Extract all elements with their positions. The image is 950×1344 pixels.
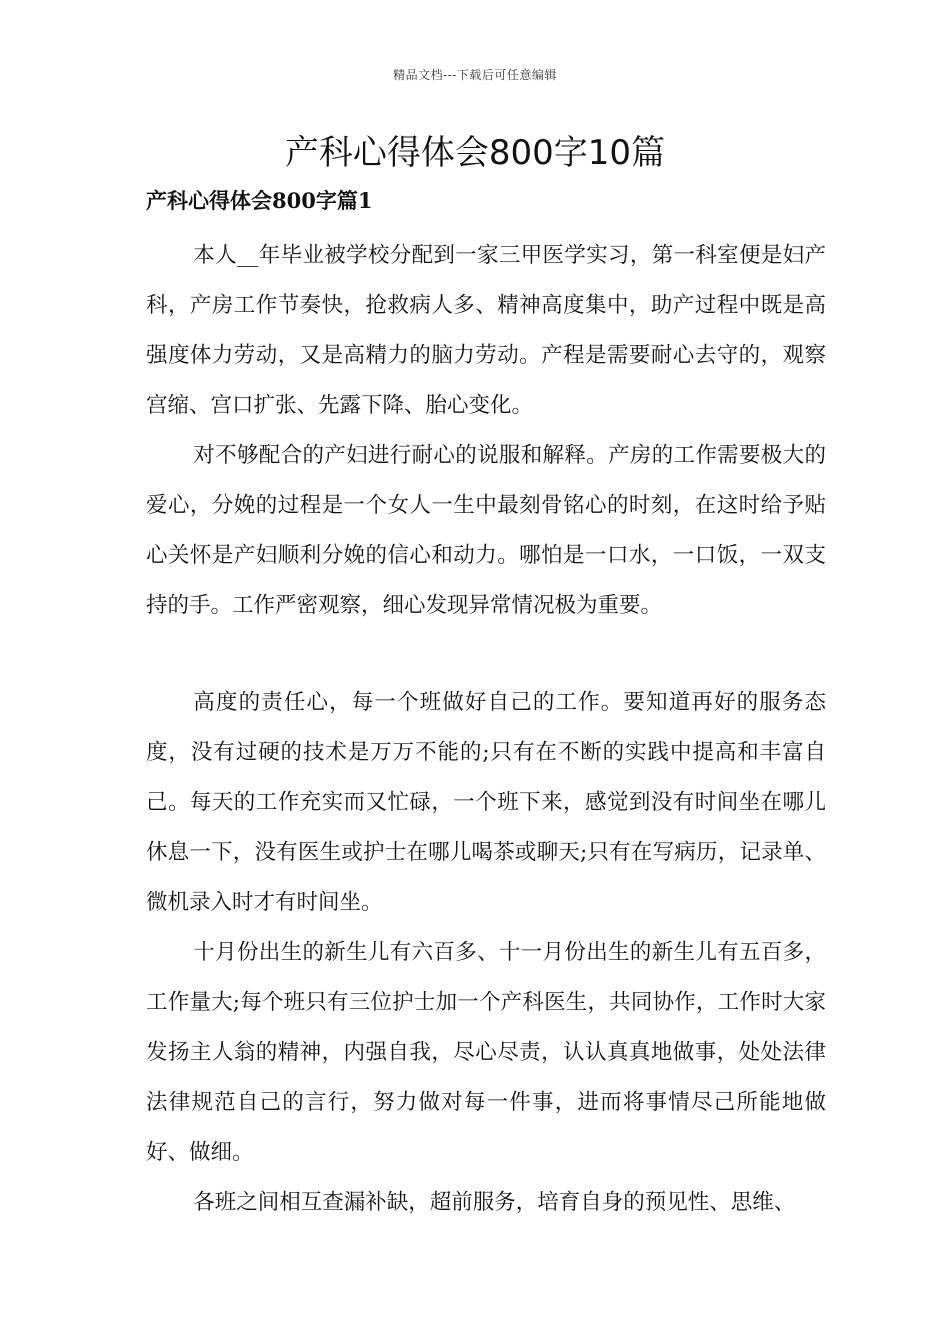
- header-note: 精品文档---下载后可任意编辑: [393, 68, 557, 82]
- paragraph-5: 各班之间相互查漏补缺，超前服务，培育自身的预见性、思维、: [193, 1190, 796, 1215]
- paragraph-3: 高度的责任心，每一个班做好自己的工作。要知道再好的服务态度，没有过硬的技术是万万不能的;只有在不断的实践中提高和丰富自己。每天的工作充实而又忙碌，一个班下来，感觉到没有时间坐在哪儿休息一下，没有医生或护士在哪儿喝茶或聊天;只有在写病历，记录单、微机录入时才有时间坐。: [146, 690, 826, 915]
- paragraph-4: 十月份出生的新生儿有六百多、十一月份出生的新生儿有五百多，工作量大;每个班只有三位护士加一个产科医生，共同协作，工作时大家发扬主人翁的精神，内强自我，尽心尽责，认认真真地做事，处处法律法律规范自己的言行，努力做对每一件事，进而将事情尽己所能地做好、做细。: [146, 940, 826, 1165]
- paragraph-1: 本人__年毕业被学校分配到一家三甲医学实习，第一科室便是妇产科，产房工作节奏快，抢救病人多、精神高度集中，助产过程中既是高强度体力劳动，又是高精力的脑力劳动。产程是需要耐心去守的，观察宫缩、宫口扩张、先露下降、胎心变化。: [146, 243, 826, 418]
- paragraph-2: 对不够配合的产妇进行耐心的说服和解释。产房的工作需要极大的爱心，分娩的过程是一个女人一生中最刻骨铭心的时刻，在这时给予贴心关怀是产妇顺利分娩的信心和动力。哪怕是一口水，一口饭，一双支持的手。工作严密观察，细心发现异常情况极为重要。: [146, 443, 826, 618]
- document-title: 产科心得体会800字10篇: [284, 133, 666, 173]
- paragraph-gap: [146, 631, 826, 678]
- section-heading: 产科心得体会800字篇1: [146, 188, 373, 213]
- document-body: [146, 231, 826, 1228]
